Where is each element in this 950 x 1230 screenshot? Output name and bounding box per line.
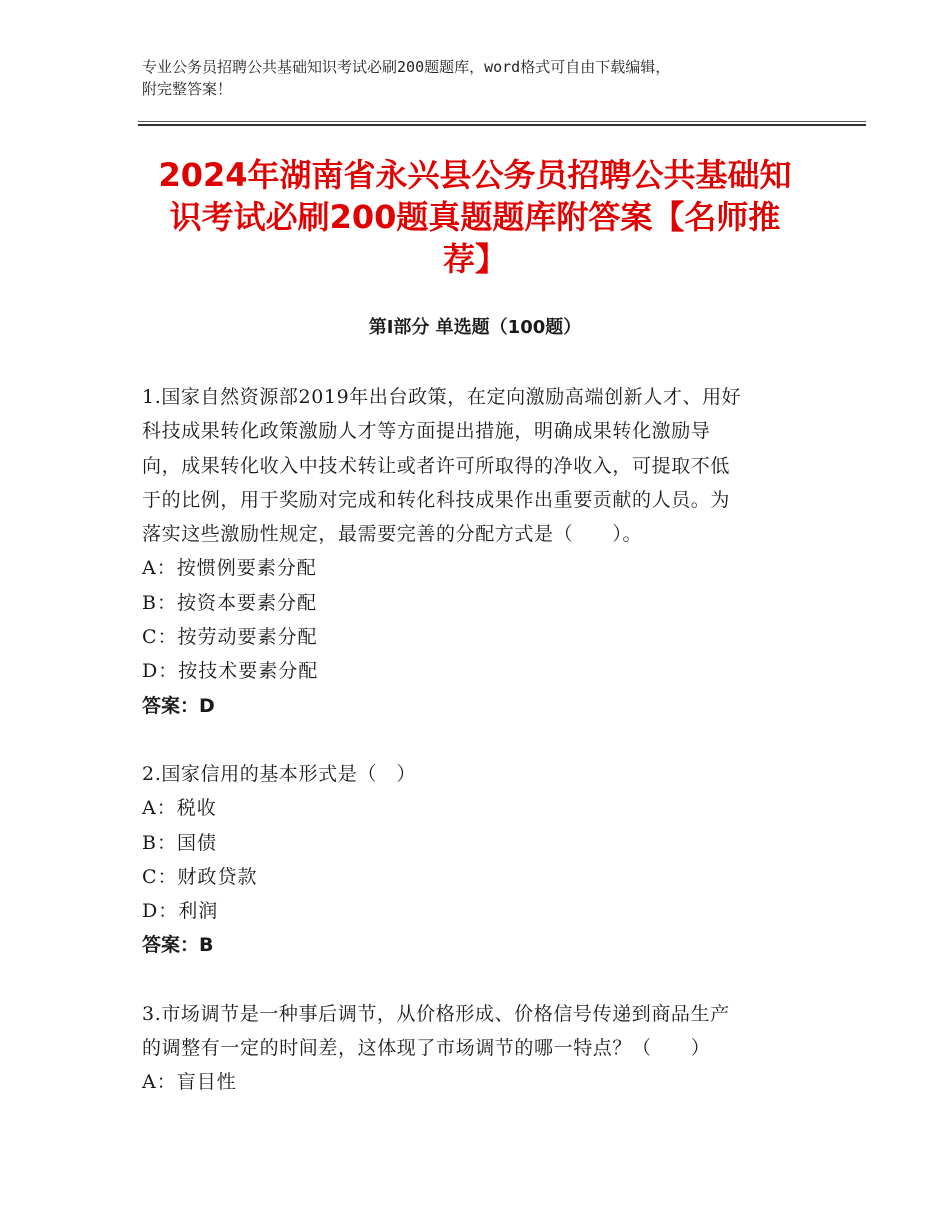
title-line-2: 识考试必刷200题真题题库附答案【名师推 [169,198,781,236]
answer-label: 答案：D [142,694,215,717]
question-3 [142,997,812,1100]
document-title [138,154,812,280]
question-2 [142,757,812,963]
option-b: B：国债 [142,831,217,854]
section-heading: 第Ⅰ部分 单选题（100题） [368,317,582,338]
question-1 [142,380,812,723]
page-header [142,56,822,100]
answer-label: 答案：B [142,934,214,957]
option-d: D：利润 [142,900,219,923]
option-a: A：盲目性 [142,1071,237,1094]
option-a: A：税收 [142,797,217,820]
question-stem-line: 3.市场调节是一种事后调节，从价格形成、价格信号传递到商品生产 [142,1002,730,1025]
question-stem-line: 的调整有一定的时间差，这体现了市场调节的哪一特点？（ ） [142,1037,711,1060]
question-stem-line: 2.国家信用的基本形式是（ ） [142,762,417,785]
question-stem-line: 1.国家自然资源部2019年出台政策，在定向激励高端创新人才、用好 [142,386,742,408]
option-b: B：按资本要素分配 [142,591,317,614]
question-stem-line: 于的比例，用于奖励对完成和转化科技成果作出重要贡献的人员。为 [142,488,731,511]
title-line-3: 荐】 [442,240,507,278]
option-c: C：财政贷款 [142,865,258,888]
option-a: A：按惯例要素分配 [142,557,317,580]
option-c: C：按劳动要素分配 [142,626,318,649]
question-stem-line: 向，成果转化收入中技术转让或者许可所取得的净收入，可提取不低 [142,454,731,477]
option-d: D：按技术要素分配 [142,660,319,683]
header-divider [138,121,866,126]
header-line-1: 专业公务员招聘公共基础知识考试必刷200题题库，word格式可自由下载编辑， [142,58,671,76]
title-line-1: 2024年湖南省永兴县公务员招聘公共基础知 [158,156,792,194]
question-stem-line: 科技成果转化政策激励人才等方面提出措施，明确成果转化激励导 [142,420,711,443]
question-stem-line: 落实这些激励性规定，最需要完善的分配方式是（ ）。 [142,523,643,546]
question-list [142,380,812,1134]
header-line-2: 附完整答案！ [142,80,233,98]
